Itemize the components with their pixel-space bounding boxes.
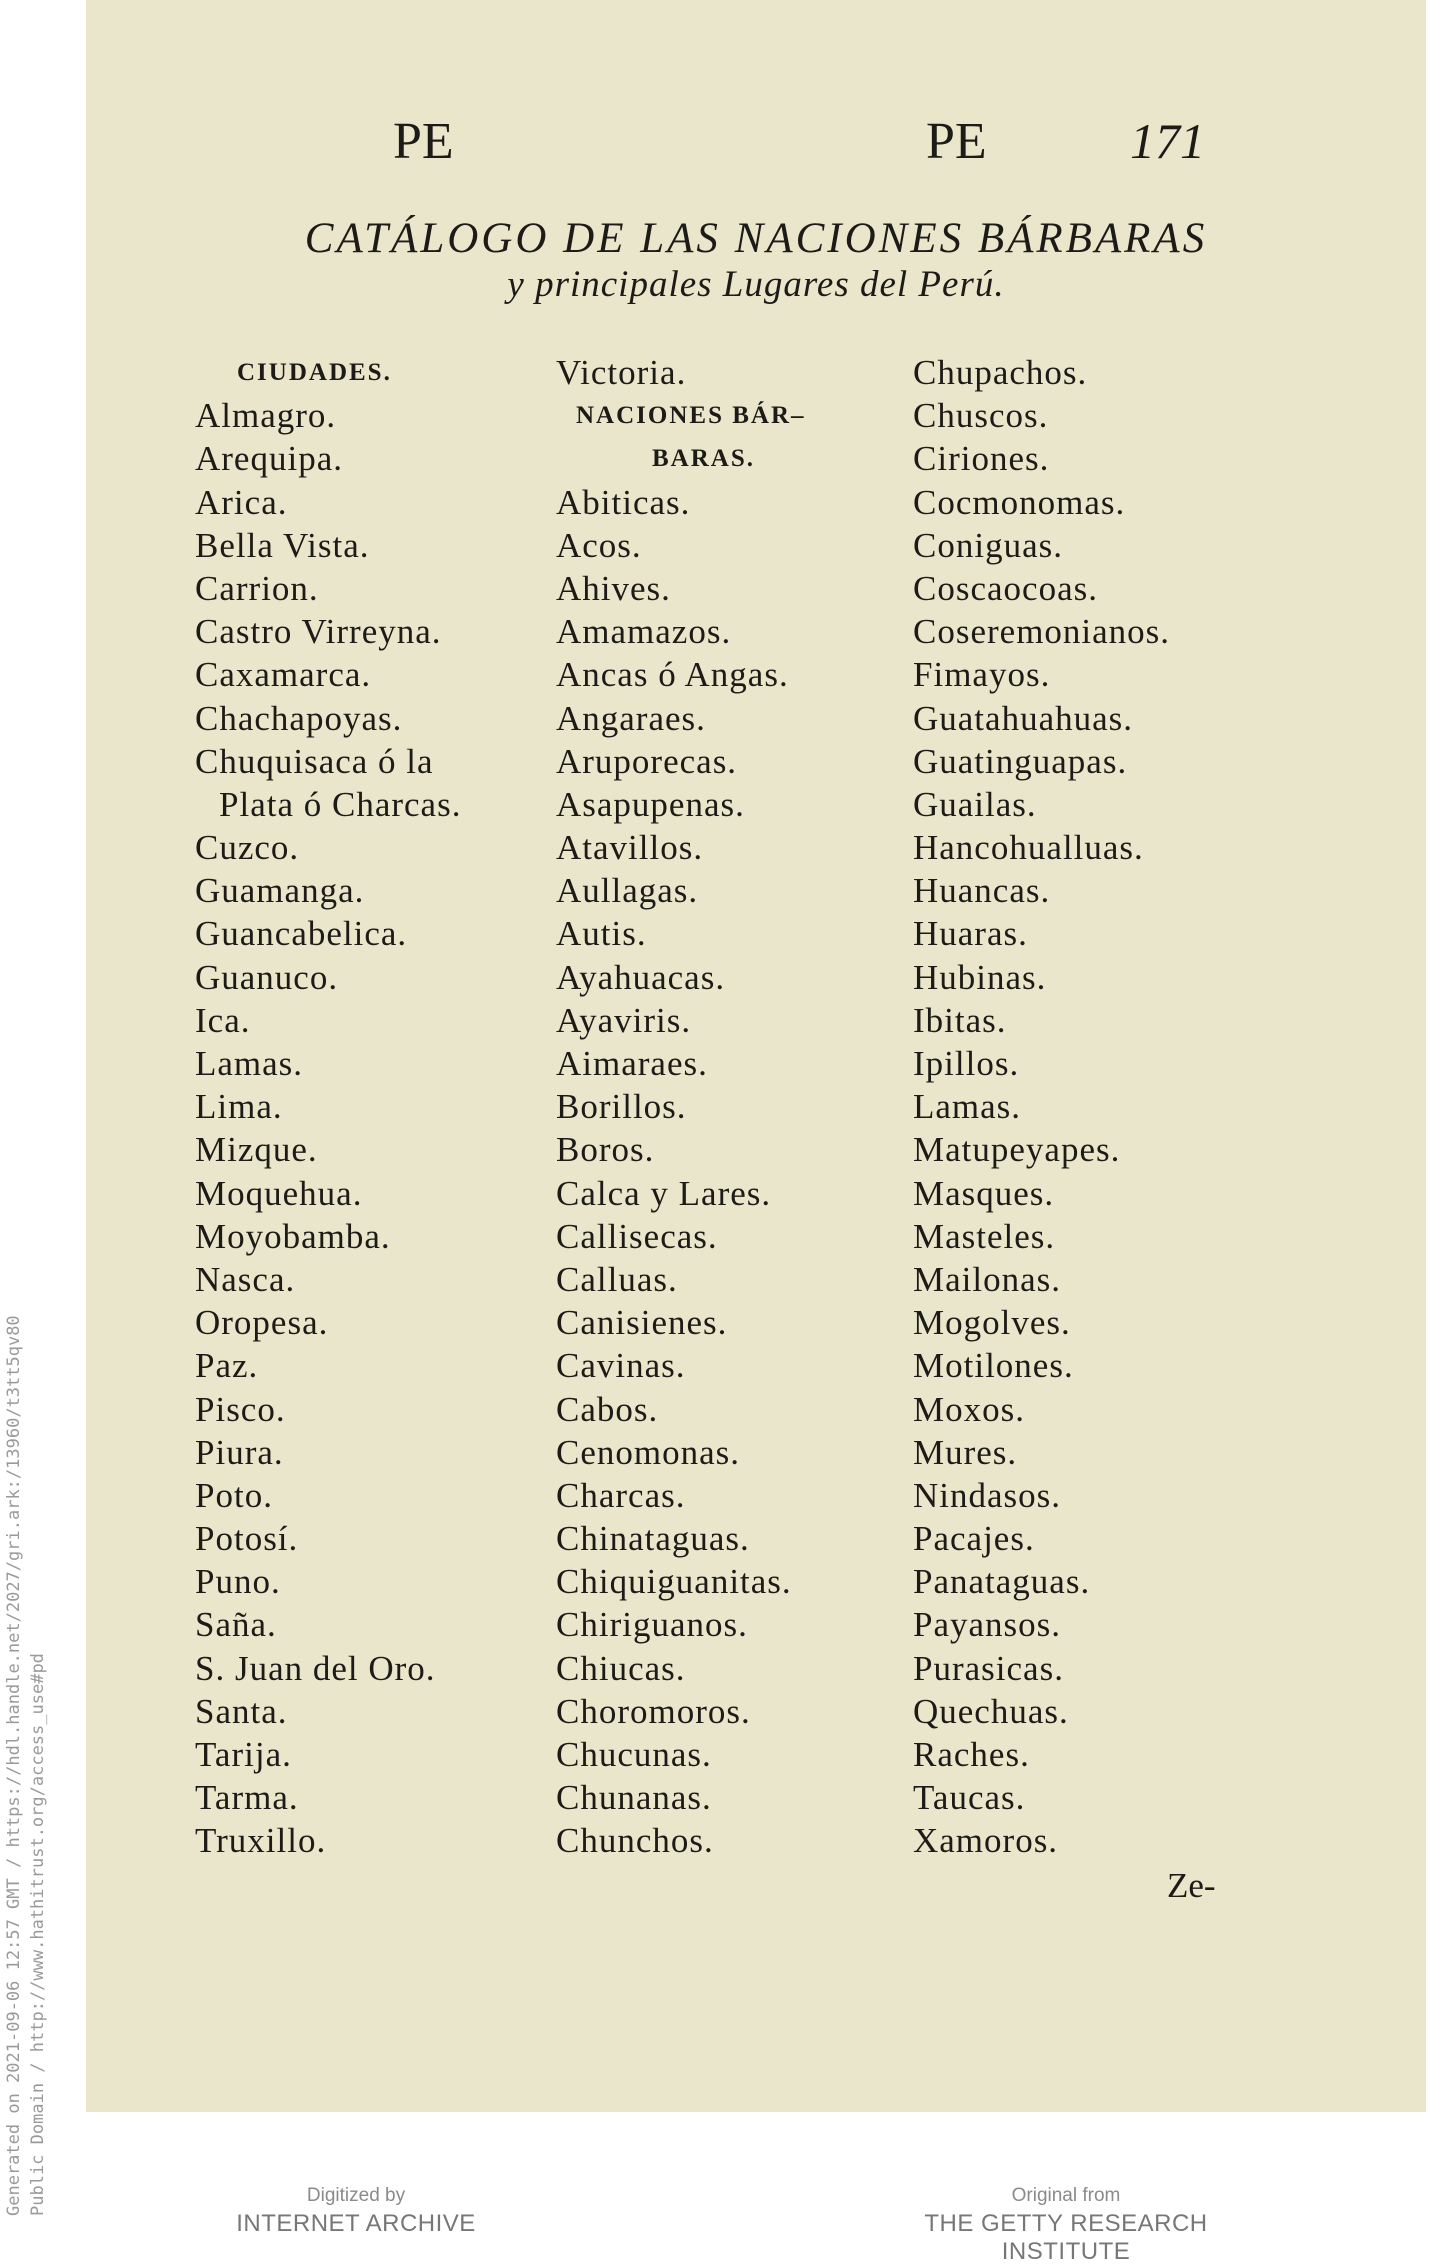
- list-item: Ibitas.: [913, 1000, 1007, 1040]
- list-item: Taucas.: [913, 1778, 1026, 1818]
- list-item: Quechuas.: [913, 1691, 1069, 1731]
- access-stamp: [2, 1016, 50, 2216]
- list-item: Coniguas.: [913, 525, 1063, 565]
- list-item: Choromoros.: [556, 1691, 751, 1731]
- list-item: Borillos.: [556, 1087, 687, 1127]
- list-item: Truxillo.: [195, 1821, 327, 1861]
- list-item: Lamas.: [195, 1044, 304, 1083]
- list-item: Canisienes.: [556, 1303, 728, 1343]
- access-stamp-line-2: Public Domain / http://www.hathitrust.org/access_use#pd: [28, 1653, 48, 2216]
- list-item: Mogolves.: [913, 1303, 1071, 1343]
- list-item: Mailonas.: [913, 1259, 1062, 1299]
- list-item: Carrion.: [195, 568, 319, 608]
- list-item: Oropesa.: [195, 1303, 329, 1343]
- catalog-title: CATÁLOGO DE LAS NACIONES BÁRBARAS: [304, 215, 1208, 262]
- list-item: Paz.: [195, 1346, 259, 1386]
- list-item: Chiquiguanitas.: [556, 1562, 792, 1602]
- list-item: Mures.: [913, 1432, 1018, 1472]
- list-item: Xamoros.: [913, 1821, 1059, 1861]
- list-item: Motilones.: [913, 1346, 1074, 1386]
- list-item: Victoria.: [556, 353, 687, 392]
- list-item: Chunanas.: [556, 1778, 712, 1818]
- list-item: Chiriguanos.: [556, 1605, 748, 1645]
- catalog-subtitle: y principales Lugares del Perú.: [507, 264, 1005, 305]
- column-nations-b: [913, 351, 1170, 1863]
- list-item: Guancabelica.: [195, 914, 408, 954]
- list-item: Lima.: [195, 1087, 283, 1127]
- list-item: Puno.: [195, 1562, 281, 1602]
- list-item: Payansos.: [913, 1605, 1062, 1645]
- list-item: Masques.: [913, 1173, 1055, 1213]
- list-item: Chucunas.: [556, 1735, 712, 1774]
- list-item: Guatahuahuas.: [913, 698, 1134, 738]
- list-item: Cuzco.: [195, 828, 300, 868]
- list-item: Callisecas.: [556, 1216, 718, 1256]
- list-item: Caxamarca.: [195, 655, 372, 695]
- list-item: Chunchos.: [556, 1821, 714, 1861]
- list-item: S. Juan del Oro.: [195, 1648, 436, 1688]
- access-stamp-line-1: Generated on 2021-09-06 12:57 GMT / https://hdl.handle.net/2027/gri.ark:/13960/t3tt5qv80: [4, 1315, 24, 2216]
- list-item: Angaraes.: [556, 698, 706, 738]
- original-source-name: THE GETTY RESEARCH INSTITUTE: [924, 2210, 1208, 2265]
- list-item: Huaras.: [913, 914, 1028, 954]
- list-item: Purasicas.: [913, 1648, 1064, 1688]
- list-item: Coseremonianos.: [913, 612, 1171, 652]
- list-item: Moquehua.: [195, 1173, 363, 1213]
- list-item: Tarma.: [195, 1778, 299, 1818]
- list-item: Arequipa.: [195, 439, 343, 479]
- list-item: Ancas ó Angas.: [556, 655, 789, 695]
- list-item: Bella Vista.: [195, 525, 370, 565]
- digitizer-name: INTERNET ARCHIVE: [236, 2210, 476, 2237]
- list-item: Moxos.: [913, 1389, 1025, 1429]
- list-item: Ahives.: [556, 568, 671, 608]
- list-item: Saña.: [195, 1605, 277, 1645]
- list-item: Raches.: [913, 1735, 1030, 1774]
- list-item: Almagro.: [195, 396, 337, 436]
- page-number: 171: [1130, 113, 1205, 169]
- list-item: Cabos.: [556, 1389, 659, 1429]
- list-item: Asapupenas.: [556, 784, 745, 824]
- running-head-right: PE: [926, 113, 987, 170]
- list-item: Chachapoyas.: [195, 698, 403, 738]
- catchword: Ze-: [1167, 1866, 1216, 1905]
- list-item: Lamas.: [913, 1087, 1022, 1127]
- list-item: Piura.: [195, 1432, 284, 1472]
- original-from-label: Original from: [1011, 2185, 1121, 2206]
- list-item: Aimaraes.: [556, 1044, 708, 1083]
- list-item: Cocmonomas.: [913, 482, 1126, 522]
- list-item: Boros.: [556, 1130, 655, 1170]
- list-item: Chuscos.: [913, 396, 1049, 436]
- list-item: Arica.: [195, 482, 288, 522]
- list-item: Abiticas.: [556, 482, 691, 522]
- list-item: Castro Virreyna.: [195, 612, 442, 652]
- list-item: Matupeyapes.: [913, 1130, 1121, 1170]
- list-item: Huancas.: [913, 871, 1051, 911]
- list-item: Ica.: [195, 1000, 251, 1040]
- list-item: Ayaviris.: [556, 1000, 692, 1040]
- list-item: Calca y Lares.: [556, 1173, 772, 1213]
- list-item: Guamanga.: [195, 871, 365, 911]
- digitized-by-label: Digitized by: [306, 2185, 406, 2206]
- list-item: Mizque.: [195, 1130, 318, 1170]
- list-item: Fimayos.: [913, 655, 1051, 695]
- list-item: Nindasos.: [913, 1475, 1062, 1515]
- section-heading: NACIONES BÁR–: [576, 402, 806, 430]
- list-item: Masteles.: [913, 1216, 1056, 1256]
- list-item: Acos.: [556, 525, 642, 565]
- list-item: Chinataguas.: [556, 1519, 750, 1559]
- section-heading: BARAS.: [652, 445, 755, 473]
- list-item: Hancohualluas.: [913, 828, 1144, 868]
- list-item: Charcas.: [556, 1475, 686, 1515]
- list-item: Tarija.: [195, 1735, 292, 1774]
- section-heading: CIUDADES.: [237, 359, 392, 386]
- list-item: Ipillos.: [913, 1044, 1020, 1083]
- list-item: Aullagas.: [556, 871, 699, 911]
- list-item: Amamazos.: [556, 612, 732, 652]
- list-item: Potosí.: [195, 1519, 299, 1559]
- list-item: Chuquisaca ó la: [195, 741, 434, 781]
- list-item: Aruporecas.: [556, 741, 738, 781]
- list-item: Guanuco.: [195, 957, 339, 997]
- list-item: Plata ó Charcas.: [219, 784, 462, 824]
- list-item: Moyobamba.: [195, 1216, 391, 1256]
- list-item: Guatinguapas.: [913, 741, 1128, 781]
- list-item: Chupachos.: [913, 353, 1088, 392]
- list-item: Ayahuacas.: [556, 957, 726, 997]
- list-item: Atavillos.: [556, 828, 704, 868]
- list-item: Ciriones.: [913, 439, 1050, 479]
- column-nations-a: [556, 351, 806, 1863]
- list-item: Chiucas.: [556, 1648, 686, 1688]
- list-item: Nasca.: [195, 1259, 296, 1299]
- list-item: Pacajes.: [913, 1519, 1035, 1559]
- list-item: Santa.: [195, 1691, 288, 1731]
- list-item: Coscaocoas.: [913, 568, 1098, 608]
- running-head-left: PE: [393, 113, 454, 170]
- list-item: Poto.: [195, 1475, 273, 1515]
- list-item: Cavinas.: [556, 1346, 686, 1386]
- list-item: Hubinas.: [913, 957, 1047, 997]
- list-item: Autis.: [556, 914, 647, 954]
- list-item: Calluas.: [556, 1259, 678, 1299]
- list-item: Panataguas.: [913, 1562, 1091, 1602]
- list-item: Guailas.: [913, 784, 1037, 824]
- list-item: Pisco.: [195, 1389, 286, 1429]
- column-cities: [195, 351, 461, 1863]
- list-item: Cenomonas.: [556, 1432, 741, 1472]
